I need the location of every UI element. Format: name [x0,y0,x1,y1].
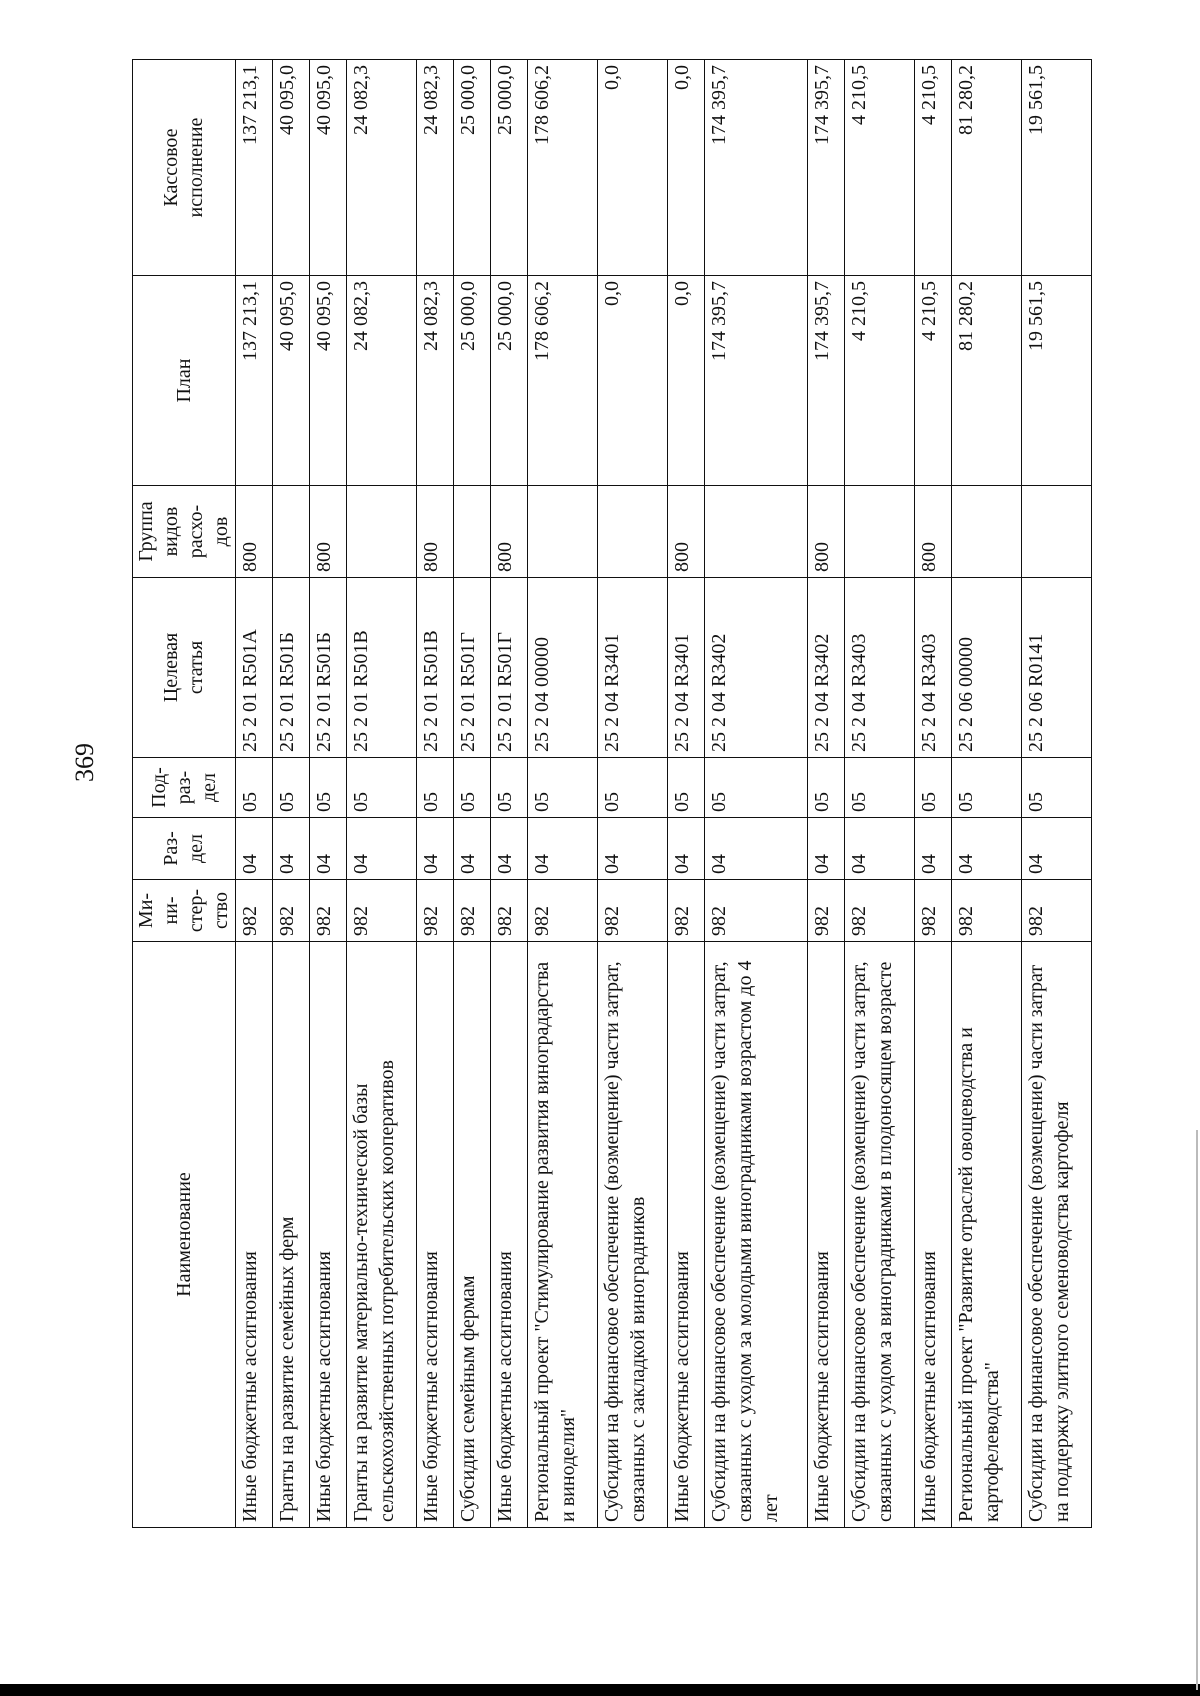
row-section: 04 [416,818,453,880]
table-row [309,60,346,1528]
row-section: 04 [272,818,309,880]
budget-table [132,59,1092,1528]
header-group: Группа видов расхо- дов [133,486,236,578]
row-cash: 0,0 [597,60,667,276]
table-row [667,60,704,1528]
header-section: Раз- дел [133,818,236,880]
row-group [597,486,667,578]
row-cash: 4 210,5 [914,60,951,276]
row-ministry: 982 [704,880,807,942]
header-subsection: Под- раз- дел [133,758,236,818]
scan-edge-bar [0,1684,1200,1696]
row-name: Иные бюджетные ассигнования [667,942,704,1528]
row-ministry: 982 [490,880,527,942]
row-target: 25 2 04 R3401 [597,578,667,758]
row-section: 04 [914,818,951,880]
row-target: 25 2 04 R3403 [914,578,951,758]
row-group: 800 [914,486,951,578]
row-ministry: 982 [1021,880,1091,942]
row-name: Субсидии на финансовое обеспечение (возмещение) части затрат, связанных с закладкой виноградников [597,942,667,1528]
row-target: 25 2 04 R3401 [667,578,704,758]
row-group [346,486,416,578]
row-section: 04 [309,818,346,880]
row-group: 800 [236,486,273,578]
row-plan: 25 000,0 [490,276,527,486]
row-cash: 25 000,0 [490,60,527,276]
row-plan: 40 095,0 [309,276,346,486]
row-plan: 25 000,0 [453,276,490,486]
row-group [527,486,597,578]
row-group [844,486,914,578]
row-name: Иные бюджетные ассигнования [236,942,273,1528]
row-ministry: 982 [416,880,453,942]
table-row [272,60,309,1528]
row-ministry: 982 [844,880,914,942]
row-group: 800 [807,486,844,578]
row-cash: 174 395,7 [807,60,844,276]
row-target: 25 2 01 R501В [416,578,453,758]
row-target: 25 2 01 R501А [236,578,273,758]
header-target: Целевая статья [133,578,236,758]
row-subsection: 05 [272,758,309,818]
row-target: 25 2 01 R501В [346,578,416,758]
row-section: 04 [346,818,416,880]
row-name: Субсидии семейным фермам [453,942,490,1528]
row-cash: 25 000,0 [453,60,490,276]
row-group [1021,486,1091,578]
row-name: Иные бюджетные ассигнования [309,942,346,1528]
row-section: 04 [453,818,490,880]
row-target: 25 2 01 R501Г [490,578,527,758]
row-section: 04 [807,818,844,880]
page-number: 369 [70,743,99,782]
table-row [346,60,416,1528]
row-plan: 0,0 [667,276,704,486]
row-group: 800 [490,486,527,578]
row-name: Субсидии на финансовое обеспечение (возмещение) части затрат, связанных с уходом за молодыми виноградниками возрастом до 4 лет [704,942,807,1528]
row-name: Региональный проект "Развитие отраслей овощеводства и картофелеводства" [951,942,1021,1528]
row-plan: 40 095,0 [272,276,309,486]
row-plan: 81 280,2 [951,276,1021,486]
row-subsection: 05 [236,758,273,818]
header-ministry: Ми- ни- стер- ство [133,880,236,942]
table-row [490,60,527,1528]
row-ministry: 982 [309,880,346,942]
table-row [951,60,1021,1528]
table-row [416,60,453,1528]
row-plan: 178 606,2 [527,276,597,486]
row-name: Гранты на развитие материально-технической базы сельскохозяйственных потребительских кооперативов [346,942,416,1528]
row-ministry: 982 [236,880,273,942]
row-cash: 0,0 [667,60,704,276]
row-target: 25 2 06 00000 [951,578,1021,758]
header-name: Наименование [133,942,236,1528]
row-cash: 24 082,3 [416,60,453,276]
row-cash: 40 095,0 [272,60,309,276]
row-subsection: 05 [597,758,667,818]
row-section: 04 [236,818,273,880]
row-section: 04 [1021,818,1091,880]
row-ministry: 982 [272,880,309,942]
row-subsection: 05 [416,758,453,818]
header-cash: Кассовое исполнение [133,60,236,276]
row-name: Субсидии на финансовое обеспечение (возмещение) части затрат на поддержку элитного семеноводства картофеля [1021,942,1091,1528]
scan-edge-line [1196,1130,1198,1690]
row-section: 04 [844,818,914,880]
table-row [844,60,914,1528]
row-subsection: 05 [914,758,951,818]
table-row [807,60,844,1528]
row-group: 800 [309,486,346,578]
row-ministry: 982 [453,880,490,942]
row-target: 25 2 04 R3402 [704,578,807,758]
row-ministry: 982 [667,880,704,942]
row-plan: 0,0 [597,276,667,486]
row-section: 04 [951,818,1021,880]
row-ministry: 982 [597,880,667,942]
table-row [453,60,490,1528]
row-name: Гранты на развитие семейных ферм [272,942,309,1528]
row-subsection: 05 [453,758,490,818]
row-target: 25 2 04 00000 [527,578,597,758]
row-plan: 24 082,3 [346,276,416,486]
row-cash: 137 213,1 [236,60,273,276]
budget-table-rotated [132,60,1092,1528]
row-name: Иные бюджетные ассигнования [490,942,527,1528]
row-cash: 40 095,0 [309,60,346,276]
row-section: 04 [704,818,807,880]
row-cash: 174 395,7 [704,60,807,276]
row-cash: 4 210,5 [844,60,914,276]
row-name: Субсидии на финансовое обеспечение (возмещение) части затрат, связанных с уходом за виноградниками в плодоносящем возрасте [844,942,914,1528]
table-row [704,60,807,1528]
row-name: Региональный проект "Стимулирование развития виноградарства и виноделия" [527,942,597,1528]
table-row [597,60,667,1528]
row-plan: 19 561,5 [1021,276,1091,486]
table-row [236,60,273,1528]
row-group [453,486,490,578]
row-ministry: 982 [914,880,951,942]
row-subsection: 05 [704,758,807,818]
header-plan: План [133,276,236,486]
row-group: 800 [416,486,453,578]
row-target: 25 2 04 R3402 [807,578,844,758]
row-target: 25 2 01 R501Б [309,578,346,758]
row-cash: 178 606,2 [527,60,597,276]
row-group [951,486,1021,578]
row-group [704,486,807,578]
table-row [914,60,951,1528]
row-group: 800 [667,486,704,578]
row-subsection: 05 [844,758,914,818]
row-plan: 4 210,5 [844,276,914,486]
row-ministry: 982 [346,880,416,942]
row-ministry: 982 [527,880,597,942]
row-target: 25 2 01 R501Б [272,578,309,758]
row-name: Иные бюджетные ассигнования [807,942,844,1528]
header-row [133,60,236,1528]
row-plan: 4 210,5 [914,276,951,486]
row-subsection: 05 [527,758,597,818]
row-cash: 81 280,2 [951,60,1021,276]
row-subsection: 05 [346,758,416,818]
row-group [272,486,309,578]
row-target: 25 2 06 R0141 [1021,578,1091,758]
row-subsection: 05 [1021,758,1091,818]
row-ministry: 982 [807,880,844,942]
row-name: Иные бюджетные ассигнования [416,942,453,1528]
table-row [527,60,597,1528]
row-section: 04 [527,818,597,880]
row-plan: 174 395,7 [807,276,844,486]
table-body [236,60,1092,1528]
row-cash: 24 082,3 [346,60,416,276]
row-section: 04 [490,818,527,880]
row-plan: 137 213,1 [236,276,273,486]
row-plan: 24 082,3 [416,276,453,486]
row-target: 25 2 01 R501Г [453,578,490,758]
row-subsection: 05 [490,758,527,818]
row-subsection: 05 [951,758,1021,818]
table-row [1021,60,1091,1528]
row-subsection: 05 [807,758,844,818]
row-target: 25 2 04 R3403 [844,578,914,758]
row-subsection: 05 [667,758,704,818]
row-section: 04 [667,818,704,880]
row-section: 04 [597,818,667,880]
row-ministry: 982 [951,880,1021,942]
row-name: Иные бюджетные ассигнования [914,942,951,1528]
row-plan: 174 395,7 [704,276,807,486]
row-cash: 19 561,5 [1021,60,1091,276]
row-subsection: 05 [309,758,346,818]
